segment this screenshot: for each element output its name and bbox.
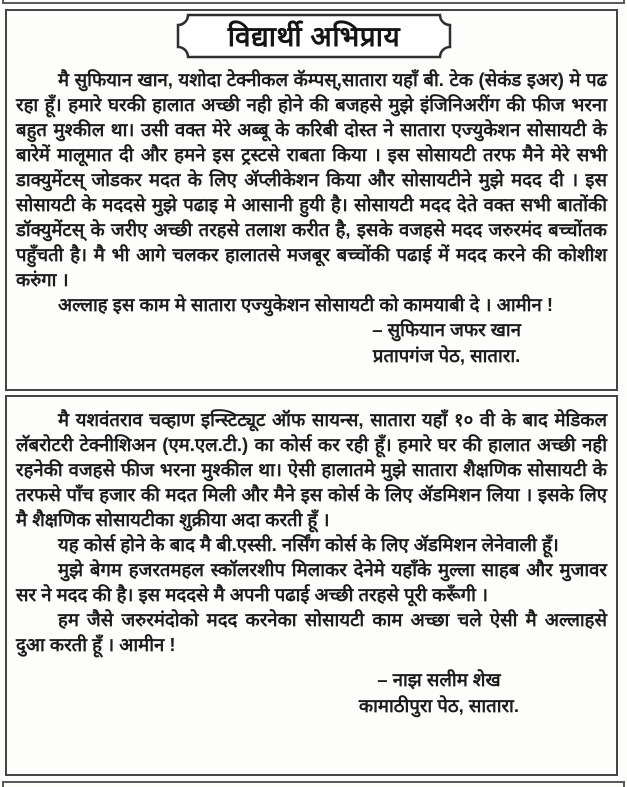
signature-address: प्रतापगंज पेठ, सातारा. xyxy=(372,345,521,366)
previous-box-left-stub xyxy=(2,0,4,3)
testimonial-1-content xyxy=(7,11,616,369)
testimonial-1-paragraph-1: मै सुफियान खान, यशोदा टेक्नीकल कॅम्पस्,सातारा यहाँ बी. टेक (सेकंड इअर) मे पढ रहा हूँ। हमारे घरकी हालात अच्छी नही होने की बजहसे मुझे इंजिनिअरींग की फीज भरना बहुत मुश्कील था। उसी वक्त मेरे अब्बू के करिबी दोस्त ने सातारा एज्युकेशन सोसायटी के बारेमें मालूमात दी और हमने इस ट्रस्टसे राबता किया । इस सोसायटी तरफ मैने मेरे सभी डाक्युमेंटस् जोडकर मदत के लिए ॲप्लीकेशन किया और सोसायटीने मुझे मदद दी । इस सोसायटी के मददसे मुझे पढाइ मे आसानी हुयी है। सोसायटी मदद देते वक्त सभी बातोंकी डॉक्युमेंटस् के जरीए अच्छी तरहसे तलाश करीत है, इसके वजहसे मदद जरुरमंद बच्चोंतक पहुँचती है। मै भी आगे चलकर हालातसे मजबूर बच्चोंकी पढाई में मदद करने की कोशीश करुंगा । xyxy=(16,69,607,290)
testimonial-2-paragraph-3: मुझे बेगम हजरतमहल स्कॉलरशीप मिलाकर देनेमे यहाँके मुल्ला साहब और मुजावर सर ने मदद की है। इस मददसे मै अपनी पढाई अच्छी तरहसे पूरी करूँगी । xyxy=(16,559,607,605)
signature-address: कामाठीपुरा पेठ, सातारा. xyxy=(358,695,519,716)
previous-box-right-stub xyxy=(623,0,625,3)
testimonial-2-paragraph-1: मै यशवंतराव चव्हाण इन्स्टिट्यूट ऑफ सायन्स, सातारा यहाँ १० वी के बाद मेडिकल लॅबरोटरी टेक्नीशिअन (एम.एल.टी.) का कोर्स कर रही हूँ। हमारे घर की हालात अच्छी नही रहनेकी वजहसे फीज भरना मुश्कील था। ऐसी हालातमे मुझे सातारा शैक्षणिक सोसायटी के तरफसे पाँच हजार की मदत मिली और मैने इस कोर्स के लिए ॲडमिशन लिया । इसके लिए मै शैक्षणिक सोसायटीका शुक्रीया अदा करती हूँ । xyxy=(16,409,607,530)
signature-name: – नाझ सलीम शेख xyxy=(377,669,501,690)
testimonial-2-content xyxy=(7,397,616,719)
testimonial-2-signature xyxy=(359,667,519,719)
testimonial-1-signature xyxy=(372,317,521,369)
testimonial-box-1 xyxy=(5,9,618,391)
testimonial-1-paragraph-2: अल्लाह इस काम मे सातारा एज्युकेशन सोसायटी को कामयाबी दे । आमीन ! xyxy=(58,294,554,315)
next-box-left-stub xyxy=(2,781,4,787)
previous-box-border-fragment xyxy=(2,2,625,4)
title-plaque xyxy=(176,13,452,59)
testimonial-box-2 xyxy=(5,395,618,776)
next-box-border-fragment xyxy=(2,781,625,783)
testimonial-2-paragraph-2: यह कोर्स होने के बाद मै बी.एस्सी. नर्सिंग कोर्स के लिए ॲडमिशन लेनेवाली हूँ। xyxy=(58,534,559,555)
signature-name: – सुफियान जफर खान xyxy=(372,319,521,340)
next-box-right-stub xyxy=(623,781,625,787)
page-title: विद्यार्थी अभिप्राय xyxy=(227,21,401,52)
testimonial-2-paragraph-4: हम जैसे जरुरमंदोको मदद करनेका सोसायटी काम अच्छा चले ऐसी मै अल्लाहसे दुआ करती हूँ । आमीन ! xyxy=(16,609,607,655)
